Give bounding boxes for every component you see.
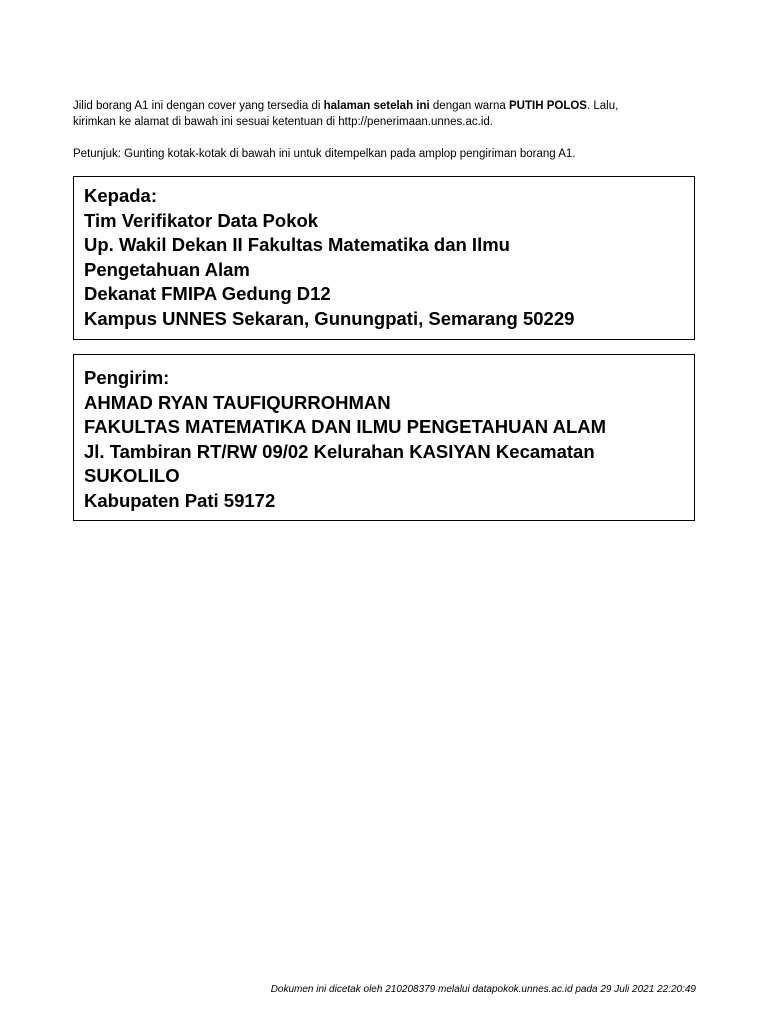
- spacer: [73, 130, 698, 146]
- sender-line: Kabupaten Pati 59172: [84, 489, 276, 511]
- instruction-emphasis-next-page: halaman setelah ini: [323, 100, 430, 112]
- instruction-emphasis-color: PUTIH POLOS: [509, 100, 587, 112]
- petunjuk-text: Petunjuk: Gunting kotak-kotak di bawah ini untuk ditempelkan pada amplop pengiriman borang A1.: [73, 148, 576, 160]
- recipient-line: Up. Wakil Dekan II Fakultas Matematika dan Ilmu: [84, 234, 510, 255]
- recipient-line: Tim Verifikator Data Pokok: [84, 209, 319, 231]
- recipient-line: Kampus UNNES Sekaran, Gunungpati, Semarang 50229: [84, 307, 575, 329]
- sender-line: AHMAD RYAN TAUFIQURROHMAN: [84, 391, 391, 413]
- sender-heading: Pengirim:: [84, 367, 170, 388]
- print-footer: Dokumen ini dicetak oleh 210208379 melalui datapokok.unnes.ac.id pada 29 Juli 2021 22:20:49: [270, 984, 696, 995]
- instructions-block: [73, 98, 698, 162]
- instruction-text: kirimkan ke alamat di bawah ini sesuai ketentuan di http://penerimaan.unnes.ac.id.: [73, 116, 493, 128]
- instruction-text: dengan warna: [429, 100, 510, 112]
- recipient-heading: Kepada:: [84, 185, 157, 206]
- sender-line: FAKULTAS MATEMATIKA DAN ILMU PENGETAHUAN ALAM: [84, 416, 607, 437]
- recipient-line: Dekanat FMIPA Gedung D12: [84, 283, 331, 304]
- recipient-line: Pengetahuan Alam: [84, 258, 250, 280]
- sender-line: SUKOLILO: [84, 465, 180, 486]
- recipient-address-box: [73, 176, 695, 340]
- instruction-text: Jilid borang A1 ini dengan cover yang tersedia di: [73, 100, 324, 112]
- instruction-paragraph: [73, 98, 698, 130]
- sender-address-box: [73, 354, 695, 521]
- instruction-text: . Lalu,: [586, 100, 619, 112]
- sender-line: Jl. Tambiran RT/RW 09/02 Kelurahan KASIYAN Kecamatan: [84, 440, 595, 462]
